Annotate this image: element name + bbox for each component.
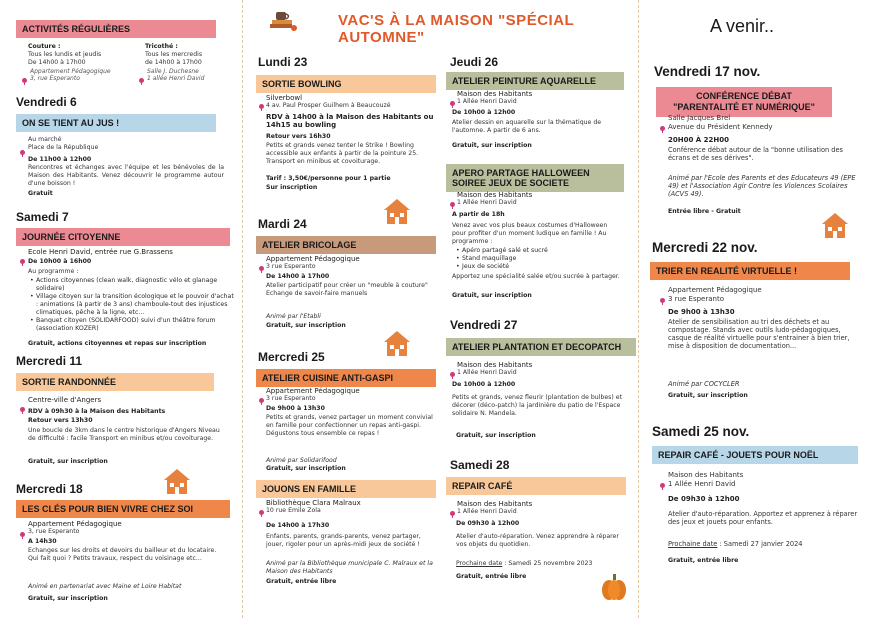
couture-block: Couture : Tous les lundis et jeudis De 14h00 à 17h00 [28, 43, 102, 66]
event-description: Atelier de sensibilisation au tri des déchets et au compostage. Stands avec outils ludo-pédagogiques, casque de réalité virtuelle pour s'entrainer à bien trier, mise à disposition de documentation... [668, 318, 850, 350]
day-heading: Vendredi 27 [450, 318, 518, 332]
event-band: JOURNÉE CITOYENNE [16, 228, 230, 246]
event-time: A 14h30 [28, 538, 57, 545]
list-item: • Apéro partagé salé et sucré [454, 247, 548, 255]
event-place: Maison des Habitants 1 Allée Henri David [668, 471, 744, 488]
day-heading: Mercredi 22 nov. [652, 240, 758, 255]
column-left [0, 0, 240, 618]
map-pin-icon [139, 70, 147, 89]
event-time: De 10h00 à 12h00 [452, 109, 516, 116]
event-place: Au marché Place de la République [28, 136, 99, 151]
event-band: SORTIE BOWLING [256, 75, 436, 93]
upcoming-heading: A venir.. [710, 16, 775, 36]
day-heading: Jeudi 26 [450, 55, 499, 69]
event-time: De 09h30 à 12h00 [668, 495, 740, 503]
event-footer: Gratuit, sur inscription [28, 458, 108, 465]
event-description: Echanges sur les droits et devoirs du bailleur et du locataire. Qui fait quoi ? Petits travaux, respect du voisinage etc... [28, 547, 217, 562]
event-partner: Animé par l'Etabli [266, 313, 321, 320]
program-list [454, 247, 548, 271]
program-list [28, 277, 234, 333]
tricothe-place: Salle J. Duchesne 1 allée Henri David [147, 68, 205, 82]
map-pin-icon [20, 251, 28, 270]
event-footer: Gratuit, entrée libre [456, 573, 527, 580]
column-right [640, 0, 874, 618]
event-time: 20H00 À 22H00 [668, 136, 729, 144]
day-heading: Mercredi 25 [258, 350, 325, 364]
column-divider [242, 0, 243, 618]
page-title: VAC'S À LA MAISON "SPÉCIAL AUTOMNE" [338, 12, 574, 46]
event-rdv: RDV à 14h00 à la Maison des Habitants ou 14h15 au bowling [266, 113, 434, 129]
event-description: Atelier dessin en aquarelle sur la thématique de l'automne. A partir de 6 ans. [452, 119, 602, 134]
event-place: Maison des Habitants 1 Allée Henri David [457, 500, 533, 515]
event-return: Retour vers 16h30 [266, 133, 331, 140]
event-footer: Gratuit, sur inscription [266, 465, 346, 472]
event-footer: Gratuit [28, 190, 53, 197]
section-title-regulieres: ACTIVITÉS RÉGULIÈRES [16, 20, 216, 38]
event-place: Appartement Pédagogique 3, rue Esperanto [28, 520, 122, 535]
event-footer: Gratuit, sur inscription [452, 292, 532, 299]
house-icon [380, 328, 414, 358]
event-footer: Gratuit, sur inscription [266, 322, 346, 329]
event-description: Rencontres et échanges avec l'équipe et les bénévoles de la Maison des Habitants. Venez découvrir le programme autour d'une boisson ! [28, 164, 224, 187]
event-time: De 10h00 à 12h00 [452, 381, 516, 388]
event-band: ATELIER BRICOLAGE [256, 236, 436, 254]
event-time: De 9h00 à 13h30 [668, 308, 735, 316]
event-footer: Gratuit, sur inscription [456, 432, 536, 439]
event-band: CONFÉRENCE DÉBAT "PARENTALITÉ ET NUMÉRIQUE" [656, 87, 832, 117]
list-item: • Village citoyen sur la transition écologique et le pouvoir d'achat : animations (à partir de 3 ans) chamboule-tout des injustices climatiques, pêche à la ligne, etc... [28, 293, 234, 317]
event-description: Conférence débat autour de la "bonne utilisation des écrans et de ses dérives". [668, 146, 843, 162]
list-item: • Banquet citoyen (SOLIDARFOOD) suivi d'un théâtre forum (association KOZER) [28, 317, 234, 333]
event-time: A partir de 18h [452, 211, 505, 218]
event-return: Retour vers 13h30 [28, 417, 93, 424]
program-label: Au programme : [28, 268, 79, 275]
day-heading: Mercredi 11 [16, 354, 83, 368]
event-footer: Gratuit, entrée libre [668, 557, 739, 564]
next-date: Prochaine date : Samedi 27 janvier 2024 [668, 540, 803, 548]
day-heading: Mercredi 18 [16, 482, 83, 496]
couture-place: Appartement Pédagogique 3, rue Esperanto [30, 68, 111, 82]
event-partner: Animé par l'Ecole des Parents et des Educateurs 49 (EPE 49) et l'Association Agir Contre les Violences Scolaires (ACVS 49). [668, 174, 856, 198]
event-description: Petits et grands venez tenter le Strike ! Bowling accessible aux enfants à partir de la pointure 25. Transport en minibus et covoiturage. [266, 142, 419, 165]
day-heading: Lundi 23 [258, 55, 308, 69]
event-place: Ecole Henri David, entrée rue G.Brassens [28, 248, 173, 256]
event-place: Appartement Pédagogique 3 rue Esperanto [266, 387, 360, 402]
event-partner: Animé par la Bibliothèque municipale C. Malraux et la Maison des Habitants [266, 560, 433, 575]
event-footer: Sur inscription [266, 184, 318, 191]
event-band: REPAIR CAFÉ [446, 477, 626, 495]
map-pin-icon [20, 524, 28, 543]
event-description: Petits et grands, venez partager un moment convivial en famille pour confectionner un repas anti-gaspi. Dégustons tous ensemble ce repas ! [266, 414, 433, 437]
event-footer: Gratuit, entrée libre [266, 578, 337, 585]
event-description: Atelier d'auto-réparation. Apportez et apprenez à réparer des jeux et jouets pour enfants. [668, 510, 858, 526]
map-pin-icon [22, 70, 30, 89]
event-band: ON SE TIENT AU JUS ! [16, 114, 216, 132]
event-footer: Entrée libre - Gratuit [668, 208, 741, 215]
event-partner: Animé par Solidarifood [266, 457, 337, 464]
event-rdv: RDV à 09h30 à la Maison des Habitants [28, 408, 166, 415]
event-time: De 14h00 à 17h30 [266, 522, 330, 529]
event-band: ATELIER PLANTATION ET DECOPATCH [446, 338, 636, 356]
event-band: ATELIER CUISINE ANTI-GASPI [256, 369, 436, 387]
list-item: • Actions citoyennes (clean walk, diagnostic vélo et glanage solidaire) [28, 277, 234, 293]
event-band: APERO PARTAGE HALLOWEEN SOIREE JEUX DE SOCIETE [446, 164, 624, 192]
day-heading: Vendredi 17 nov. [654, 64, 761, 79]
event-place: Maison des Habitants 1 Allée Henri David [457, 361, 533, 376]
event-place: Bibliothèque Clara Malraux 10 rue Emile Zola [266, 499, 361, 514]
pumpkin-icon [600, 572, 628, 602]
list-item: • Stand maquillage [454, 255, 548, 263]
house-icon [818, 210, 852, 240]
event-place: Maison des Habitants 1 Allée Henri David [457, 191, 533, 206]
event-band: REPAIR CAFÉ - JOUETS POUR NOËL [652, 446, 858, 464]
event-place: Maison des Habitants 1 Allée Henri David [457, 90, 533, 105]
event-description: Petits et grands, venez fleurir (plantation de bulbes) et décorer (déco-patch) la jardinière du patio de l'Espace solidaire N. Mandela. [452, 394, 623, 417]
next-date: Prochaine date : Samedi 25 novembre 2023 [456, 560, 593, 567]
event-time: De 9h00 à 13h30 [266, 405, 325, 412]
event-description: Apportez une spécialité salée et/ou sucrée à partager. [452, 273, 620, 280]
event-band: TRIER EN REALITÉ VIRTUELLE ! [650, 262, 850, 280]
event-band: JOUONS EN FAMILLE [256, 480, 436, 498]
event-partner: Animé en partenariat avec Maine et Loire Habitat [28, 583, 182, 590]
event-partner: Animé par COCYCLER [668, 380, 740, 388]
event-time: De 09h30 à 12h00 [456, 520, 520, 527]
event-description: Une boucle de 3km dans le centre historique d'Angers Niveau de difficulté : facile Transport en minibus et/ou covoiturage. [28, 427, 220, 442]
house-icon [160, 466, 194, 496]
event-tarif: Tarif : 3,50€/personne pour 1 partie [266, 175, 391, 182]
event-description: Enfants, parents, grands-parents, venez partager, jouer, rigoler pour un après-midi jeux de société ! [266, 533, 421, 548]
map-pin-icon [20, 399, 28, 418]
map-pin-icon [20, 142, 28, 161]
event-band: SORTIE RANDONNÉE [16, 373, 214, 391]
map-pin-icon [660, 290, 668, 309]
event-place: Centre-ville d'Angers [28, 396, 102, 404]
day-heading: Samedi 7 [16, 210, 69, 224]
column-divider [638, 0, 639, 618]
event-place: Appartement Pédagogique 3 rue Esperanto [668, 286, 762, 303]
books-cup-icon [268, 8, 298, 34]
event-place: Appartement Pédagogique 3 rue Esperanto [266, 255, 360, 270]
event-description: Venez avec vos plus beaux costumes d'Halloween pour profiter d'un moment ludique en famille ! Au programme : [452, 222, 608, 245]
event-description: Atelier participatif pour créer un "meuble à couture" Echange de savoir-faire manuels [266, 282, 428, 297]
event-time: De 11h00 à 12h00 [28, 156, 92, 163]
event-place: Silverbowl 4 av. Paul Prosper Guilhem à Beaucouzé [266, 94, 391, 109]
event-time: De 14h00 à 17h00 [266, 273, 330, 280]
event-footer: Gratuit, sur inscription [28, 595, 108, 602]
map-pin-icon [660, 118, 668, 137]
day-heading: Vendredi 6 [16, 95, 77, 109]
list-item: • Jeux de société [454, 263, 548, 271]
house-icon [380, 196, 414, 226]
event-place: Salle Jacques Brel Avenue du Président Kennedy [668, 114, 773, 131]
event-footer: Gratuit, sur inscription [668, 392, 748, 399]
event-footer: Gratuit, sur inscription [452, 142, 532, 149]
column-middle [244, 0, 636, 618]
tricothe-block: Tricothé : Tous les mercredis de 14h00 à 17h00 [145, 43, 203, 66]
event-time: De 10h00 à 16h00 [28, 258, 92, 265]
map-pin-icon [660, 475, 668, 494]
event-band: LES CLÉS POUR BIEN VIVRE CHEZ SOI [16, 500, 230, 518]
day-heading: Samedi 28 [450, 458, 510, 472]
day-heading: Samedi 25 nov. [652, 424, 750, 439]
event-footer: Gratuit, actions citoyennes et repas sur inscription [28, 340, 207, 347]
event-description: Atelier d'auto-réparation. Venez apprendre à réparer vos objets du quotidien. [456, 533, 619, 548]
day-heading: Mardi 24 [258, 217, 307, 231]
event-band: ATELIER PEINTURE AQUARELLE [446, 72, 624, 90]
